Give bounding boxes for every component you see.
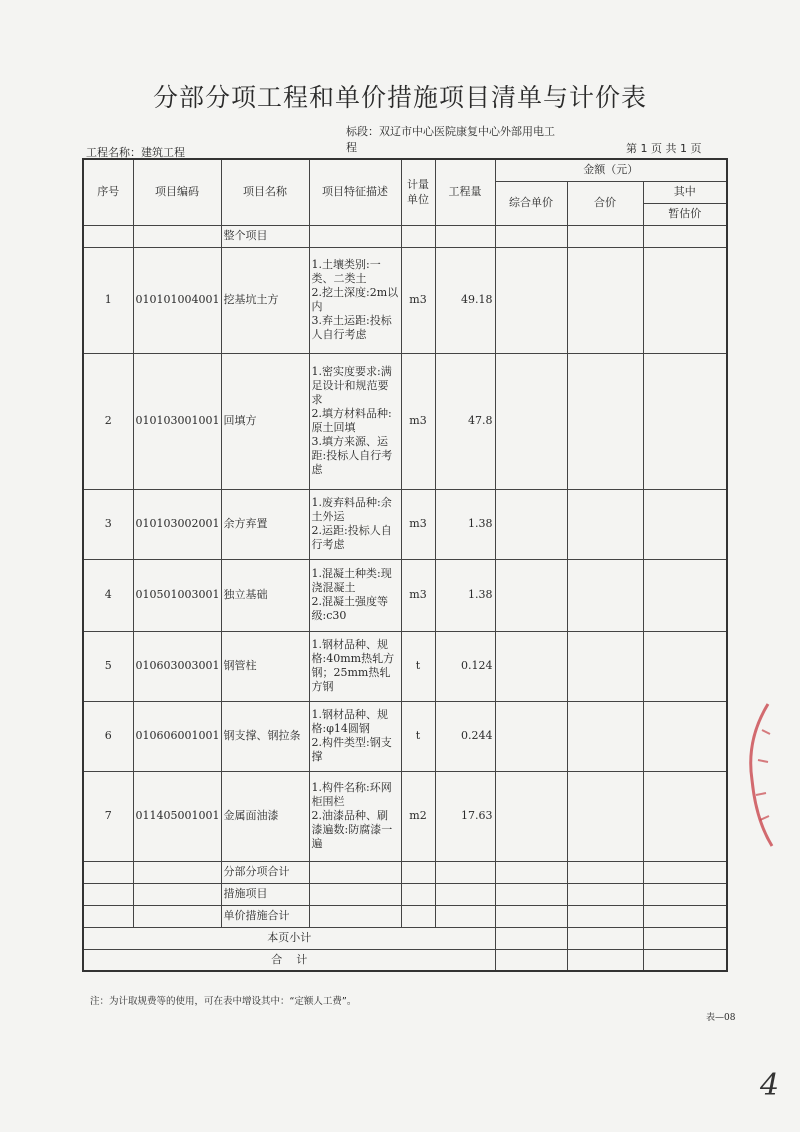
page-subtotal-label: 本页小计 bbox=[83, 927, 495, 949]
table-row bbox=[83, 353, 727, 489]
division-subtotal-label: 分部分项合计 bbox=[221, 861, 309, 883]
table-row bbox=[83, 631, 727, 701]
pricing-table bbox=[82, 158, 728, 972]
row-seq: 3 bbox=[83, 489, 133, 559]
table-row bbox=[83, 861, 727, 883]
table-row bbox=[83, 905, 727, 927]
row-seq: 2 bbox=[83, 353, 133, 489]
page-number: 4 bbox=[760, 1068, 780, 1103]
table-row bbox=[83, 247, 727, 353]
grand-total-label: 合 计 bbox=[83, 949, 495, 971]
header-unit: 计量单位 bbox=[401, 159, 435, 225]
project-name: 工程名称：建筑工程 bbox=[86, 146, 185, 159]
whole-item-label: 整个项目 bbox=[221, 225, 309, 247]
header-desc: 项目特征描述 bbox=[309, 159, 401, 225]
table-row bbox=[83, 559, 727, 631]
row-seq: 6 bbox=[83, 701, 133, 771]
row-desc: 1.钢材品种、规格:40mm热轧方钢；25mm热轧方钢 bbox=[309, 631, 401, 701]
row-unit: m3 bbox=[401, 489, 435, 559]
row-qty: 47.8 bbox=[435, 353, 495, 489]
row-code: 011405001001 bbox=[133, 771, 221, 861]
footnote: 注：为计取规费等的使用，可在表中增设其中：“定额人工费”。 bbox=[90, 996, 357, 1007]
row-desc: 1.钢材品种、规格:φ14圆钢 2.构件类型:钢支撑 bbox=[309, 701, 401, 771]
row-desc: 1.土壤类别:一类、二类土 2.挖土深度:2m以内 3.弃土运距:投标人自行考虑 bbox=[309, 247, 401, 353]
row-desc: 1.废弃料品种:余土外运 2.运距:投标人自行考虑 bbox=[309, 489, 401, 559]
row-seq: 4 bbox=[83, 559, 133, 631]
header-total: 合价 bbox=[567, 181, 643, 225]
table-row bbox=[83, 927, 727, 949]
page-title: 分部分项工程和单价措施项目清单与计价表 bbox=[152, 83, 647, 112]
row-qty: 49.18 bbox=[435, 247, 495, 353]
row-qty: 0.244 bbox=[435, 701, 495, 771]
row-name: 独立基础 bbox=[221, 559, 309, 631]
header-code: 项目编码 bbox=[133, 159, 221, 225]
header-of-which: 其中 bbox=[643, 181, 727, 203]
page-indicator: 第 1 页 共 1 页 bbox=[626, 142, 702, 155]
table-row bbox=[83, 701, 727, 771]
row-name: 挖基坑土方 bbox=[221, 247, 309, 353]
row-unit: t bbox=[401, 631, 435, 701]
section-label: 标段：双辽市中心医院康复中心外部用电工程 bbox=[346, 125, 555, 154]
row-name: 金属面油漆 bbox=[221, 771, 309, 861]
row-name: 钢管柱 bbox=[221, 631, 309, 701]
seal-stamp bbox=[738, 700, 778, 850]
header-name: 项目名称 bbox=[221, 159, 309, 225]
row-code: 010103001001 bbox=[133, 353, 221, 489]
row-desc: 1.构件名称:环网柜围栏 2.油漆品种、刷漆遍数:防腐漆一遍 bbox=[309, 771, 401, 861]
row-unit: t bbox=[401, 701, 435, 771]
row-name: 余方弃置 bbox=[221, 489, 309, 559]
header-amount: 金额（元） bbox=[495, 159, 727, 181]
row-qty: 0.124 bbox=[435, 631, 495, 701]
row-qty: 1.38 bbox=[435, 559, 495, 631]
row-name: 钢支撑、钢拉条 bbox=[221, 701, 309, 771]
row-qty: 17.63 bbox=[435, 771, 495, 861]
table-row bbox=[83, 883, 727, 905]
row-code: 010606001001 bbox=[133, 701, 221, 771]
row-qty: 1.38 bbox=[435, 489, 495, 559]
row-code: 010103002001 bbox=[133, 489, 221, 559]
form-number: 表—08 bbox=[706, 1013, 736, 1023]
table-row bbox=[83, 949, 727, 971]
table-row bbox=[83, 225, 727, 247]
header-seq: 序号 bbox=[83, 159, 133, 225]
measures-label: 措施项目 bbox=[221, 883, 309, 905]
row-name: 回填方 bbox=[221, 353, 309, 489]
row-unit: m2 bbox=[401, 771, 435, 861]
row-unit: m3 bbox=[401, 247, 435, 353]
row-code: 010501003001 bbox=[133, 559, 221, 631]
row-seq: 1 bbox=[83, 247, 133, 353]
header-unit-price: 综合单价 bbox=[495, 181, 567, 225]
row-code: 010603003001 bbox=[133, 631, 221, 701]
header-provisional: 暂估价 bbox=[643, 203, 727, 225]
row-unit: m3 bbox=[401, 353, 435, 489]
header-qty: 工程量 bbox=[435, 159, 495, 225]
row-unit: m3 bbox=[401, 559, 435, 631]
row-code: 010101004001 bbox=[133, 247, 221, 353]
table-row bbox=[83, 771, 727, 861]
unit-measures-subtotal-label: 单价措施合计 bbox=[221, 905, 309, 927]
row-desc: 1.密实度要求:满足设计和规范要求 2.填方材料品种:原土回填 3.填方来源、运距:投标人自行考虑 bbox=[309, 353, 401, 489]
row-seq: 7 bbox=[83, 771, 133, 861]
table-row bbox=[83, 489, 727, 559]
row-seq: 5 bbox=[83, 631, 133, 701]
row-desc: 1.混凝土种类:现浇混凝土 2.混凝土强度等级:c30 bbox=[309, 559, 401, 631]
